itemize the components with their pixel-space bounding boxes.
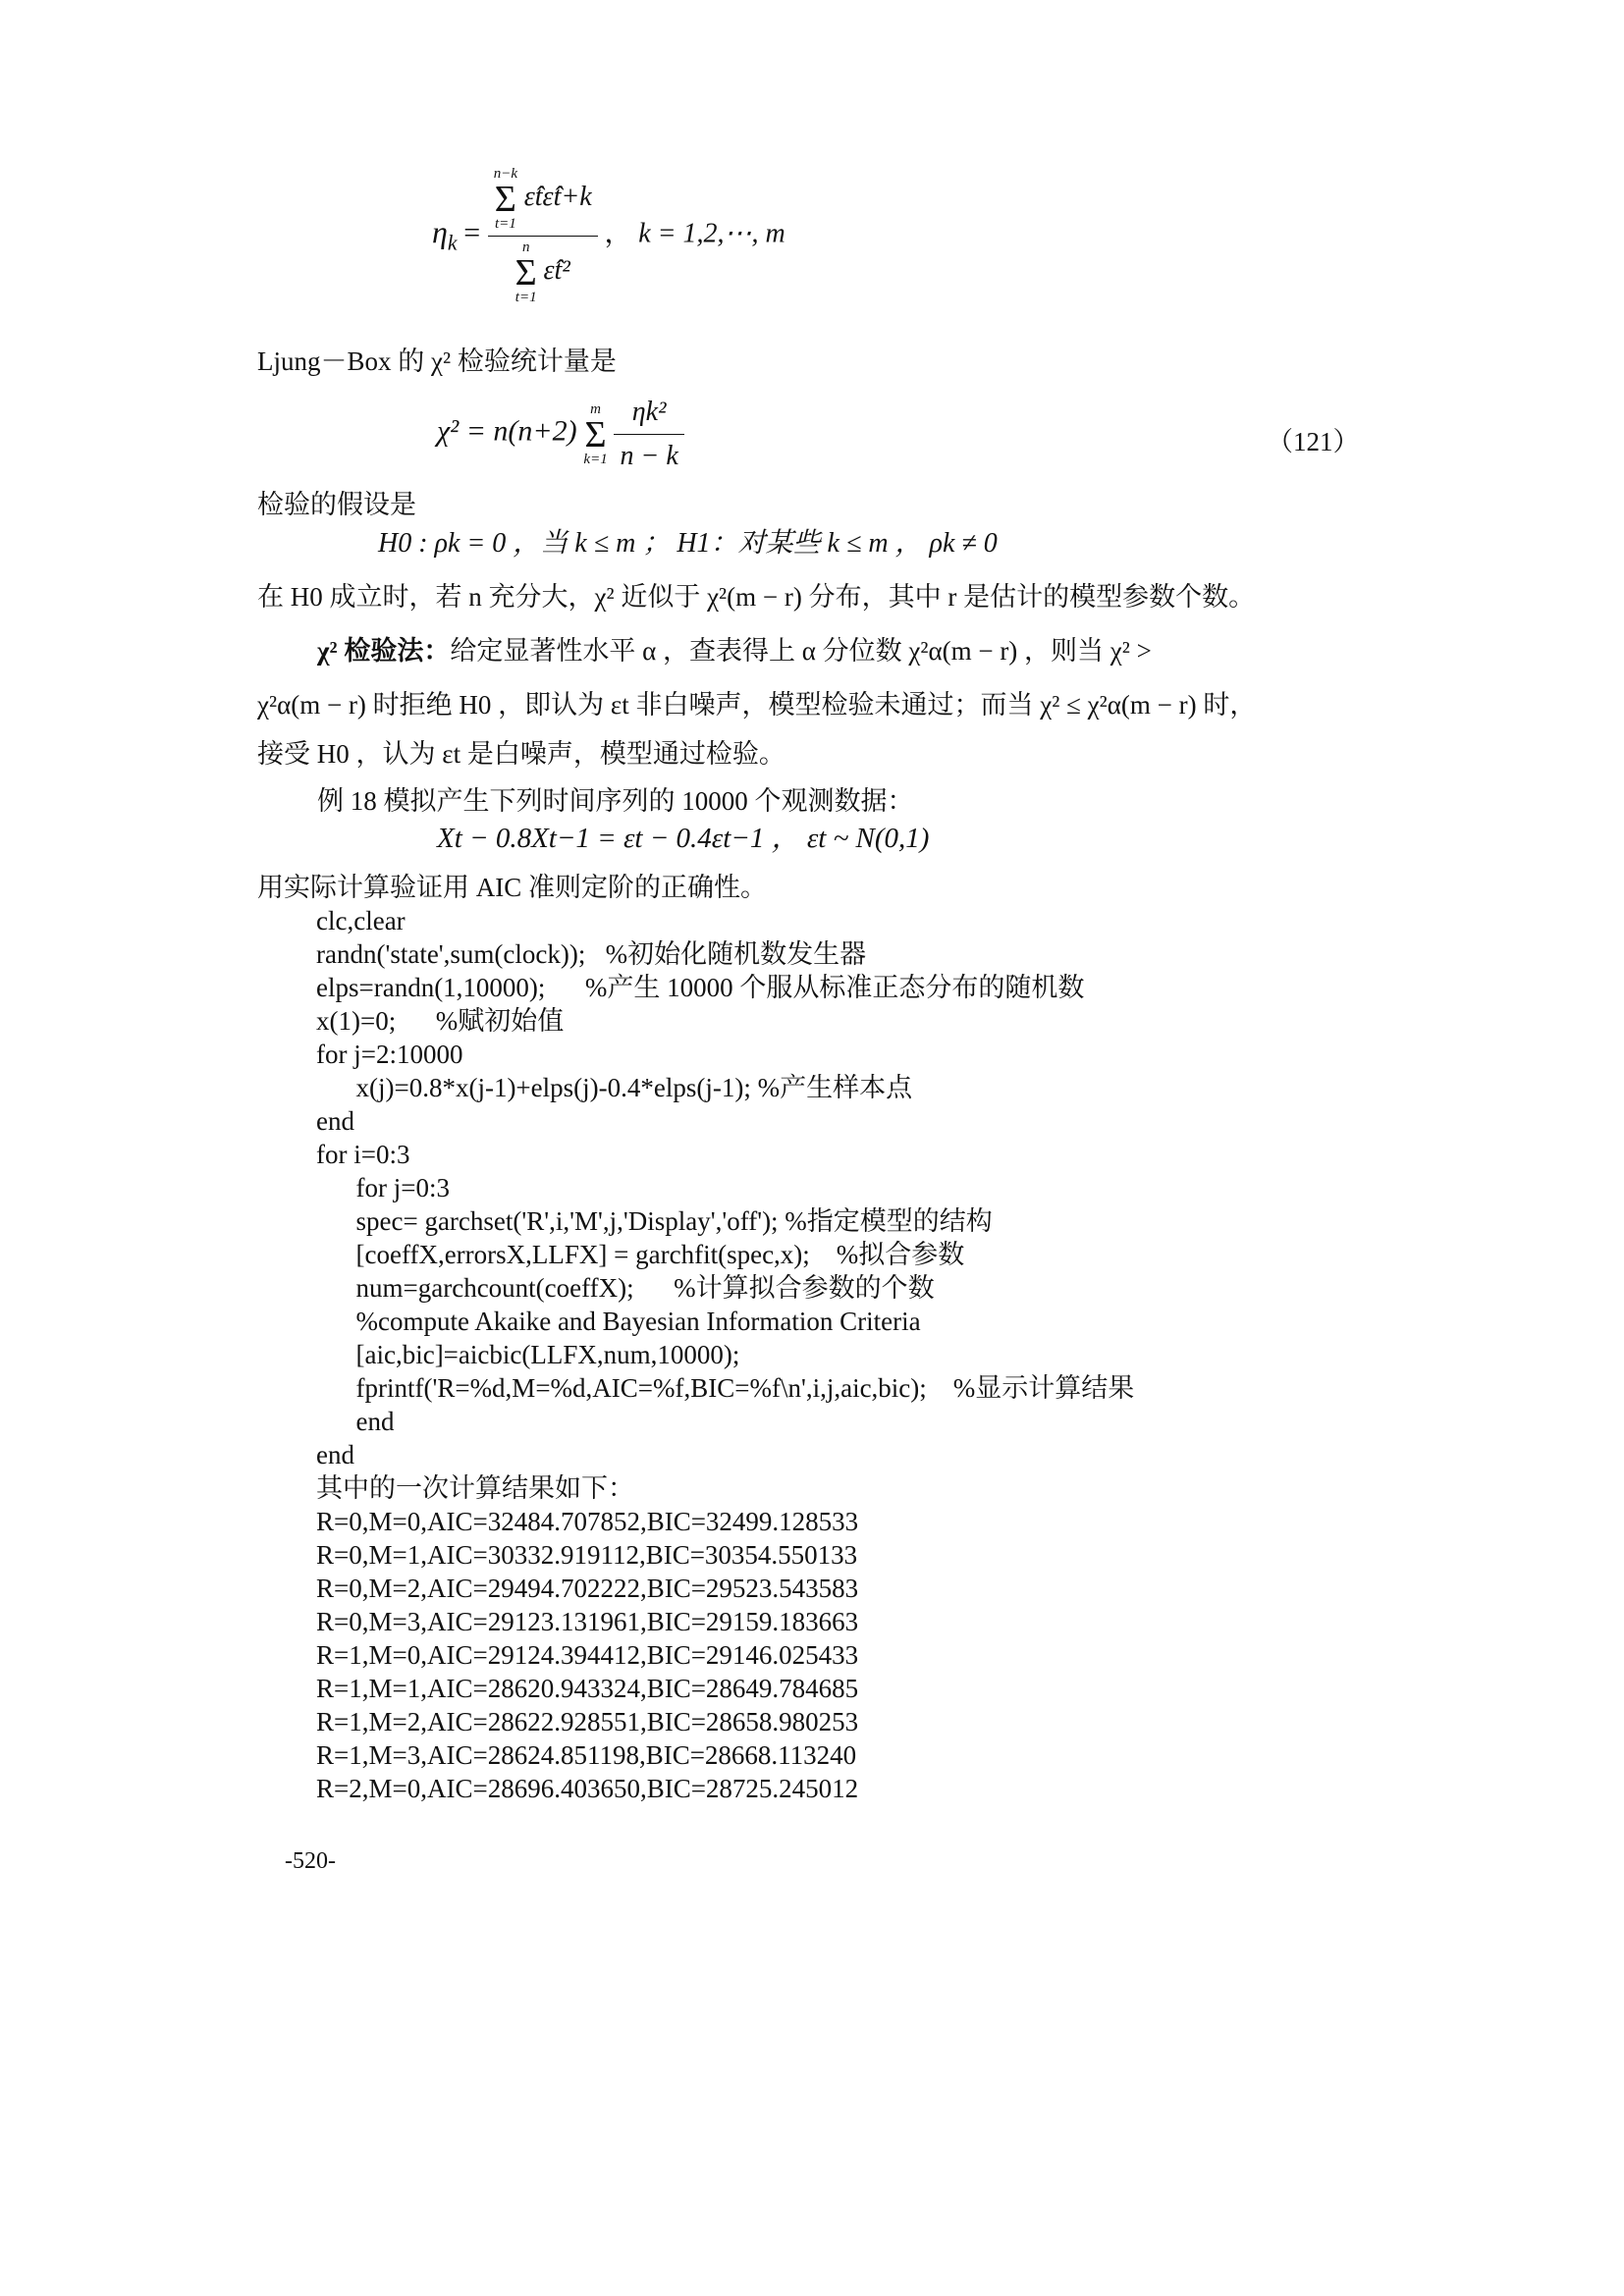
code-line: end xyxy=(316,1106,354,1136)
code-line: end xyxy=(316,1440,354,1469)
code-line: num=garchcount(coeffX); %计算拟合参数的个数 xyxy=(316,1273,935,1303)
eta-fraction xyxy=(488,167,598,305)
chi-fraction: $\frac{\text{ηk²}}{n - k}$ xyxy=(614,395,683,474)
hypothesis-line: H0 : ρk = 0 ，当 k ≤ m ； H1：对某些 k ≤ m ， ρk ≠ 0 xyxy=(378,528,998,559)
result-line: R=1,M=3,AIC=28624.851198,BIC=28668.113240 xyxy=(316,1740,857,1770)
code-line: [coeffX,errorsX,LLFX] = garchfit(spec,x); %拟合参数 xyxy=(316,1240,965,1269)
page-number: -520- xyxy=(285,1848,336,1874)
formula-chi-square: χ² = n(n+2) m Σ k=1 $\frac{\text{ηk²}}{n - k}$ xyxy=(437,395,684,474)
eta-numerator: n−k Σ t=1 ε̂tε̂t+k xyxy=(488,167,598,237)
para-ljung-box: Ljung－Box 的 χ² 检验统计量是 xyxy=(257,347,617,376)
result-line: R=2,M=0,AIC=28696.403650,BIC=28725.245012 xyxy=(316,1774,859,1803)
code-line: fprintf('R=%d,M=%d,AIC=%f,BIC=%f\n',i,j,aic,bic); %显示计算结果 xyxy=(316,1373,1135,1403)
code-line: for j=2:10000 xyxy=(316,1040,463,1069)
example-purpose: 用实际计算验证用 AIC 准则定阶的正确性。 xyxy=(257,873,767,902)
example-title: 例 18 模拟产生下列时间序列的 10000 个观测数据： xyxy=(317,786,914,816)
code-line: %compute Akaike and Bayesian Information Criteria xyxy=(316,1307,921,1336)
result-line: R=0,M=0,AIC=32484.707852,BIC=32499.128533 xyxy=(316,1507,859,1536)
para-h0-holds: 在 H0 成立时，若 n 充分大，χ² 近似于 χ²(m − r) 分布，其中 r 是估计的模型参数个数。 xyxy=(257,582,1256,612)
result-line: R=1,M=1,AIC=28620.943324,BIC=28649.784685 xyxy=(316,1674,859,1703)
code-line: spec= garchset('R',i,'M',j,'Display','off'); %指定模型的结构 xyxy=(316,1206,993,1236)
code-line: clc,clear xyxy=(316,906,406,935)
result-intro: 其中的一次计算结果如下： xyxy=(316,1473,634,1503)
result-line: R=0,M=3,AIC=29123.131961,BIC=29159.183663 xyxy=(316,1607,859,1636)
code-line: x(1)=0; %赋初始值 xyxy=(316,1006,565,1036)
chi-method-line1: χ² 检验法：给定显著性水平 α ，查表得上 α 分位数 χ²α(m − r) ，则当 χ² > xyxy=(317,636,1152,666)
code-line: randn('state',sum(clock)); %初始化随机数发生器 xyxy=(316,939,867,969)
result-line: R=1,M=0,AIC=29124.394412,BIC=29146.025433 xyxy=(316,1640,859,1670)
eta-lhs: $\eta_k$ xyxy=(432,213,458,255)
code-block xyxy=(316,904,1134,1805)
chi-method-line2: χ²α(m − r) 时拒绝 H0 ，即认为 εt 非白噪声，模型检验未通过；而当 χ² ≤ χ²α(m − r) 时， xyxy=(257,690,1257,720)
result-line: R=0,M=1,AIC=30332.919112,BIC=30354.550133 xyxy=(316,1540,858,1570)
formula-eta: $\eta_k$ = n−k Σ t=1 ε̂tε̂t+k n Σ t=1 ε̂t² ， k = 1,2,⋯, m xyxy=(432,166,785,305)
eta-denominator: n Σ t=1 ε̂t² xyxy=(514,240,570,305)
example-equation: Xt − 0.8Xt−1 = εt − 0.4εt−1 ， εt ~ N(0,1) xyxy=(437,823,930,854)
code-line: elps=randn(1,10000); %产生 10000 个服从标准正态分布的随机数 xyxy=(316,973,1085,1002)
code-line: [aic,bic]=aicbic(LLFX,num,10000); xyxy=(316,1340,740,1369)
chi-method-label: χ² 检验法： xyxy=(317,636,451,666)
result-line: R=1,M=2,AIC=28622.928551,BIC=28658.980253 xyxy=(316,1707,859,1736)
equation-number: （121） xyxy=(1267,427,1360,456)
chi-method-line3: 接受 H0 ，认为 εt 是白噪声，模型通过检验。 xyxy=(257,739,785,769)
code-line: x(j)=0.8*x(j-1)+elps(j)-0.4*elps(j-1); %产生样本点 xyxy=(316,1073,913,1102)
code-line: for i=0:3 xyxy=(316,1140,410,1169)
result-line: R=0,M=2,AIC=29494.702222,BIC=29523.543583 xyxy=(316,1574,859,1603)
para-hypothesis-intro: 检验的假设是 xyxy=(257,490,416,519)
code-line: for j=0:3 xyxy=(316,1173,450,1202)
code-line: end xyxy=(316,1407,395,1436)
